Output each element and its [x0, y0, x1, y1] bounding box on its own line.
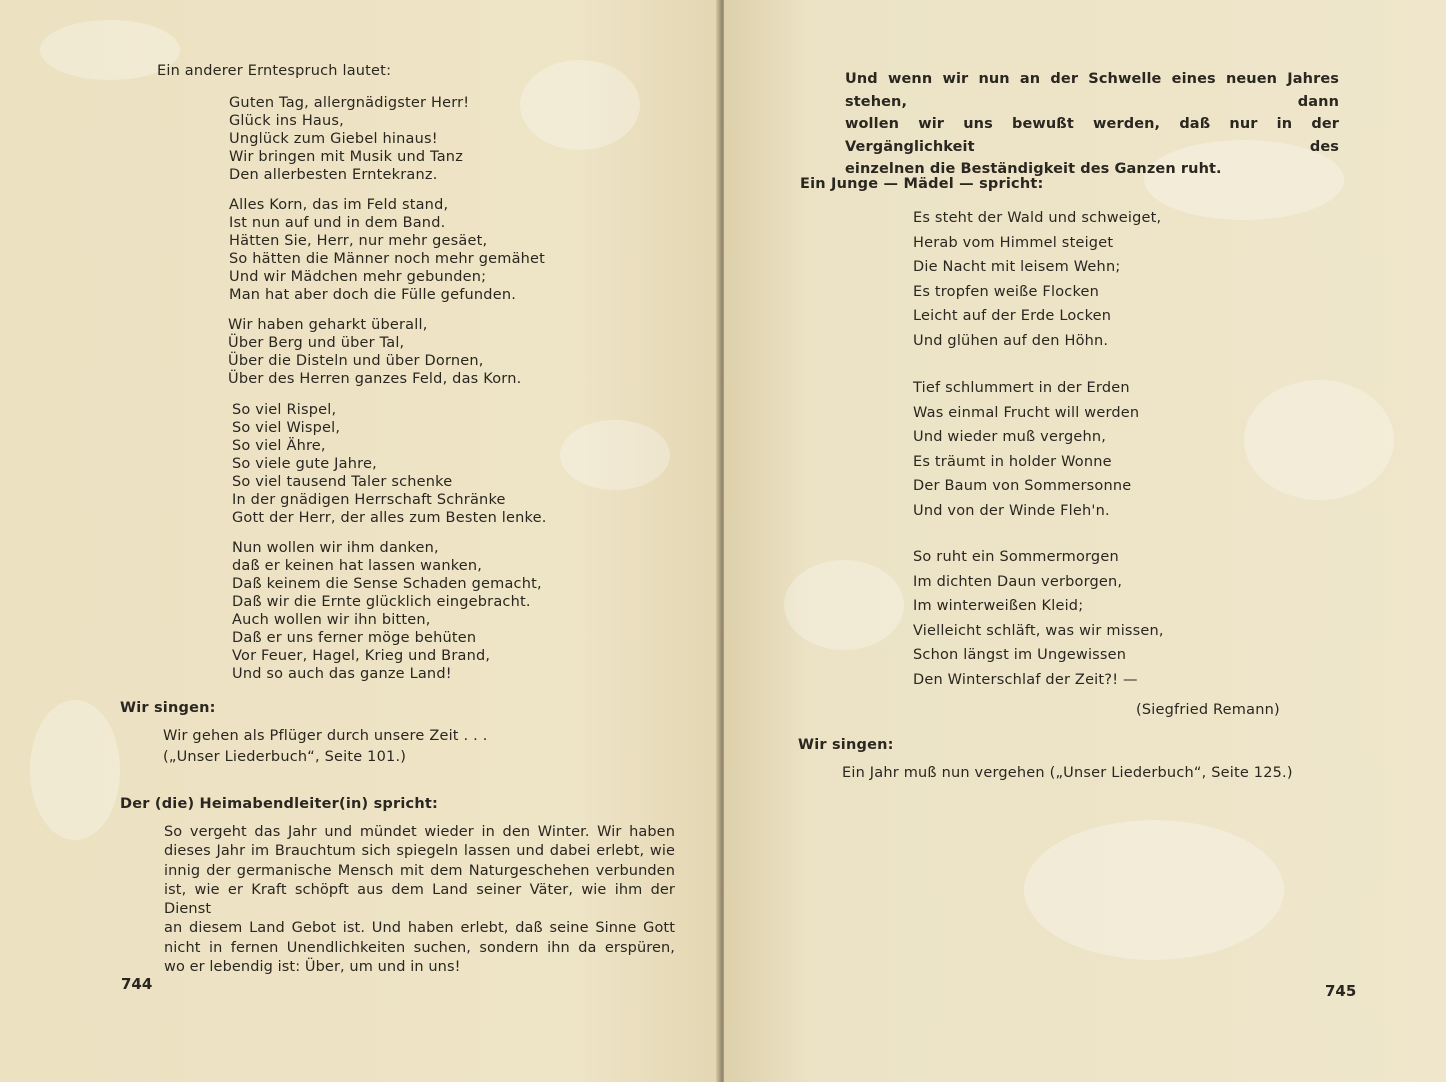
verse-line: So viel Rispel, — [232, 402, 337, 418]
poem-stanza-3 — [228, 316, 521, 388]
verse-line: daß er keinen hat lassen wanken, — [232, 558, 483, 574]
intro-line: wollen wir uns bewußt werden, daß nur in der Vergänglichkeit des — [845, 116, 1339, 155]
verse-line: So viel tausend Taler schenke — [232, 474, 453, 490]
verse-line: Wir bringen mit Musik und Tanz — [229, 149, 463, 165]
section-heading: Wir singen: — [798, 737, 894, 753]
verse-line: Und so auch das ganze Land! — [232, 666, 452, 682]
verse-line: Leicht auf der Erde Locken — [913, 308, 1112, 325]
verse-line: Man hat aber doch die Fülle gefunden. — [229, 287, 517, 303]
verse-line: So viele gute Jahre, — [232, 456, 377, 472]
speech-line: dieses Jahr im Brauchtum sich spiegeln lassen und dabei erlebt, wie — [164, 843, 675, 860]
speech-line: nicht in fernen Unendlichkeiten suchen, sondern ihn da erspüren, — [164, 939, 675, 956]
speech-line: an diesem Land Gebot ist. Und haben erlebt, daß seine Sinne Gott — [164, 920, 675, 937]
verse-line: Nun wollen wir ihm danken, — [232, 540, 439, 556]
song-line: Wir gehen als Pflüger durch unsere Zeit . . . — [163, 728, 488, 744]
author-attribution: (Siegfried Remann) — [1136, 702, 1280, 718]
poem-stanza-2 — [229, 196, 545, 304]
verse-line: Es träumt in holder Wonne — [913, 453, 1112, 470]
speech-paragraph — [164, 823, 675, 977]
verse-line: Ist nun auf und in dem Band. — [229, 215, 446, 231]
verse-line: Den Winterschlaf der Zeit?! — — [913, 671, 1138, 688]
verse-line: Über Berg und über Tal, — [228, 335, 405, 351]
verse-line: So viel Ähre, — [232, 438, 326, 454]
verse-line: So hätten die Männer noch mehr gemähet — [229, 251, 546, 267]
poem-stanza-4 — [232, 401, 547, 527]
page-number: 744 — [121, 975, 153, 993]
verse-line: Und wieder muß vergehn, — [913, 429, 1107, 446]
intro-line: einzelnen die Beständigkeit des Ganzen ruht. — [845, 161, 1222, 177]
verse-line: Vor Feuer, Hagel, Krieg und Brand, — [232, 648, 491, 664]
poem-stanza-1 — [229, 94, 469, 184]
verse-line: Es tropfen weiße Flocken — [913, 283, 1100, 300]
poem-stanza-3 — [913, 545, 1164, 693]
poem-stanza-5 — [232, 539, 542, 683]
verse-line: So ruht ein Sommermorgen — [913, 549, 1119, 565]
verse-line: Guten Tag, allergnädigster Herr! — [229, 95, 470, 111]
section-heading: Wir singen: — [120, 700, 216, 716]
speech-line: ist, wie er Kraft schöpft aus dem Land seiner Väter, wie ihm der Dienst — [164, 881, 675, 918]
intro-paragraph — [845, 68, 1339, 181]
song-line: Ein Jahr muß nun vergehen („Unser Liederbuch“, Seite 125.) — [842, 765, 1293, 781]
section-heading: Der (die) Heimabendleiter(in) spricht: — [120, 796, 438, 812]
verse-line: Unglück zum Giebel hinaus! — [229, 131, 438, 147]
verse-line: Und von der Winde Fleh'n. — [913, 502, 1110, 519]
verse-line: Herab vom Himmel steiget — [913, 234, 1114, 251]
poem-stanza-1 — [913, 206, 1161, 354]
verse-line: Schon längst im Ungewissen — [913, 647, 1127, 664]
speech-line: So vergeht das Jahr und mündet wieder in den Winter. Wir haben — [164, 824, 675, 840]
verse-line: Glück ins Haus, — [229, 113, 344, 129]
verse-line: Was einmal Frucht will werden — [913, 404, 1140, 421]
verse-line: Die Nacht mit leisem Wehn; — [913, 259, 1121, 276]
verse-line: So viel Wispel, — [232, 420, 341, 436]
verse-line: Tief schlummert in der Erden — [913, 380, 1130, 396]
verse-line: Über die Disteln und über Dornen, — [228, 353, 484, 369]
verse-line: Alles Korn, das im Feld stand, — [229, 197, 449, 213]
verse-line: Im winterweißen Kleid; — [913, 598, 1084, 615]
verse-line: Auch wollen wir ihn bitten, — [232, 612, 431, 628]
verse-line: Den allerbesten Erntekranz. — [229, 167, 438, 183]
intro-line: Und wenn wir nun an der Schwelle eines neuen Jahres stehen, dann — [845, 71, 1339, 110]
song-reference: („Unser Liederbuch“, Seite 101.) — [163, 749, 407, 765]
verse-line: Hätten Sie, Herr, nur mehr gesäet, — [229, 233, 488, 249]
intro-line: Ein anderer Erntespruch lautet: — [157, 63, 392, 79]
left-page — [0, 0, 722, 1082]
verse-line: In der gnädigen Herrschaft Schränke — [232, 492, 506, 508]
section-heading: Ein Junge — Mädel — spricht: — [800, 176, 1044, 192]
speech-line: wo er lebendig ist: Über, um und in uns! — [164, 959, 461, 976]
speech-line: innig der germanische Mensch mit dem Naturgeschehen verbunden — [164, 862, 675, 879]
verse-line: Gott der Herr, der alles zum Besten lenke. — [232, 510, 547, 526]
verse-line: Es steht der Wald und schweiget, — [913, 210, 1162, 226]
verse-line: Daß keinem die Sense Schaden gemacht, — [232, 576, 542, 592]
verse-line: Daß wir die Ernte glücklich eingebracht. — [232, 594, 531, 610]
poem-stanza-2 — [913, 376, 1139, 524]
verse-line: Wir haben geharkt überall, — [228, 317, 428, 333]
verse-line: Und glühen auf den Höhn. — [913, 332, 1109, 349]
verse-line: Im dichten Daun verborgen, — [913, 573, 1123, 590]
verse-line: Der Baum von Sommersonne — [913, 478, 1132, 495]
verse-line: Vielleicht schläft, was wir missen, — [913, 622, 1164, 639]
verse-line: Daß er uns ferner möge behüten — [232, 630, 477, 646]
verse-line: Und wir Mädchen mehr gebunden; — [229, 269, 487, 285]
page-number: 745 — [1325, 982, 1357, 1000]
right-page — [724, 0, 1446, 1082]
verse-line: Über des Herren ganzes Feld, das Korn. — [228, 371, 522, 387]
